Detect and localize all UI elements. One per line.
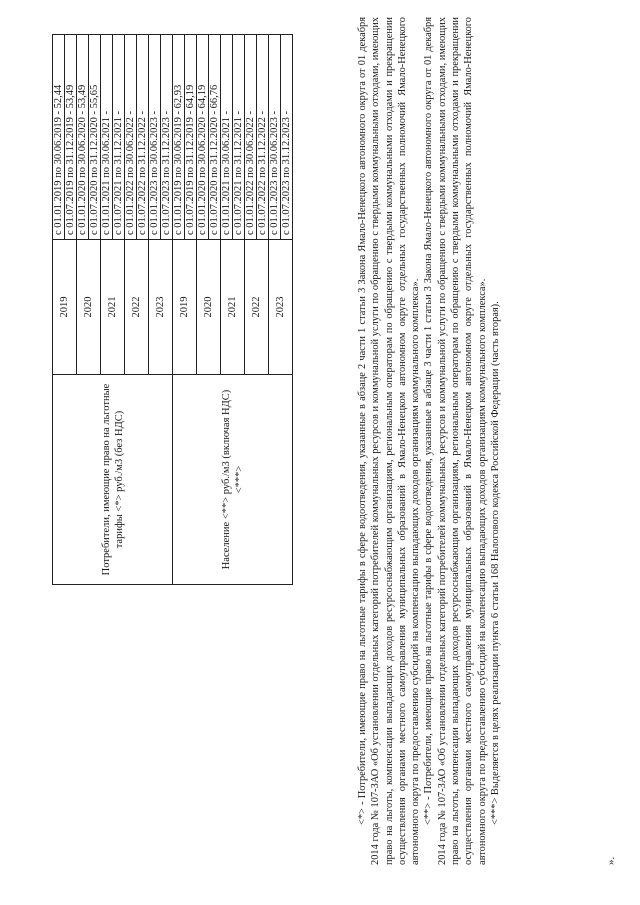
period-tariff-cell: с 01.01.2019 по 30.06.2019 - 62,93 [173, 35, 185, 240]
period-tariff-cell: с 01.07.2023 по 31.12.2023 - [281, 35, 293, 240]
period-tariff-cell: с 01.01.2020 по 30.06.2020 - 53,49 [77, 35, 89, 240]
year-cell: 2020 [77, 240, 101, 375]
table-row [53, 35, 65, 585]
tariff-table [52, 34, 293, 585]
year-cell: 2019 [53, 240, 77, 375]
year-cell: 2023 [149, 240, 173, 375]
period-tariff-cell: с 01.01.2022 по 30.06.2022 - [125, 35, 137, 240]
period-tariff-cell: с 01.07.2019 по 31.12.2019 - 53,49 [65, 35, 77, 240]
year-cell: 2022 [245, 240, 269, 375]
period-tariff-cell: с 01.07.2020 по 31.12.2020 - 66,76 [209, 35, 221, 240]
year-cell: 2021 [101, 240, 125, 375]
period-tariff-cell: с 01.01.2021 по 30.06.2021 - [221, 35, 233, 240]
year-cell: 2019 [173, 240, 197, 375]
year-cell: 2022 [125, 240, 149, 375]
period-tariff-cell: с 01.01.2021 по 30.06.2021 - [101, 35, 113, 240]
period-tariff-cell: с 01.07.2022 по 31.12.2022 - [257, 35, 269, 240]
period-tariff-cell: с 01.01.2019 по 30.06.2019 - 52,44 [53, 35, 65, 240]
period-tariff-cell: с 01.07.2023 по 31.12.2023 - [161, 35, 173, 240]
closing-quote: ». [605, 856, 617, 865]
year-cell: 2020 [197, 240, 221, 375]
period-tariff-cell: с 01.07.2022 по 31.12.2022 - [137, 35, 149, 240]
period-tariff-cell: с 01.07.2021 по 31.12.2021 - [233, 35, 245, 240]
footnote-1: <*> - Потребители, имеющие право на льготные тарифы в сфере водоотведения, указанные в абзаце 2 части 1 статьи 3 Закона Ямало-Ненецкого автономного округа от 01 декабря 2014 года № 107-ЗАО «Об установлении отдельных категорий потребителей коммунальных ресурсов и коммунальной услуги по обращению с твердыми коммунальными отходами, имеющих право на льготы, компенсации выпадающих доходов ресурсоснабжающим организациям, региональным операторам по обращению с твердыми коммунальными отходами и прекращении осуществления органами местного самоуправления муниципальных образований в Ямало-Ненецком автономном округе отдельных государственных полномочий Ямало-Ненецкого автономного округа по предоставлению субсидий на компенсацию выпадающих доходов организациям коммунального комплекса». [357, 17, 422, 865]
period-tariff-cell: с 01.01.2020 по 30.06.2020 - 64,19 [197, 35, 209, 240]
period-tariff-cell: с 01.07.2021 по 31.12.2021 - [113, 35, 125, 240]
footnotes [356, 17, 502, 865]
table-row [173, 35, 185, 585]
year-cell: 2023 [269, 240, 293, 375]
footnote-3: <***> Выделяется в целях реализации пункта 6 статьи 168 Налогового кодекса Российской Федерации (часть вторая). [489, 301, 501, 825]
year-cell: 2021 [221, 240, 245, 375]
period-tariff-cell: с 01.07.2020 по 31.12.2020 - 55,65 [89, 35, 101, 240]
period-tariff-cell: с 01.01.2023 по 30.06.2023 - [149, 35, 161, 240]
period-tariff-cell: с 01.01.2023 по 30.06.2023 - [269, 35, 281, 240]
category-cell: Население <**> руб./м3 (включая НДС) <***> [173, 375, 293, 585]
period-tariff-cell: с 01.07.2019 по 31.12.2019 - 64,19 [185, 35, 197, 240]
category-cell: Потребители, имеющие право на льготные тарифы <*> руб./м3 (без НДС) [53, 375, 173, 585]
footnote-2: <**> - Потребители, имеющие право на льготные тарифы в сфере водоотведения, указанные в абзаце 3 части 1 статьи 3 Закона Ямало-Ненецкого автономного округа от 01 декабря 2014 года № 107-ЗАО «Об установлении отдельных категорий потребителей коммунальных ресурсов и коммунальной услуги по обращению с твердыми коммунальными отходами, имеющих право на льготы, компенсации выпадающих доходов ресурсоснабжающим организациям, региональным операторам по обращению с твердыми коммунальными отходами и прекращении осуществления органами местного самоуправления муниципальных образований в Ямало-Ненецком автономном округе отдельных государственных полномочий Ямало-Ненецкого автономного округа по предоставлению субсидий на компенсацию выпадающих доходов организациям коммунального комплекса». [423, 17, 488, 865]
period-tariff-cell: с 01.01.2022 по 30.06.2022 - [245, 35, 257, 240]
